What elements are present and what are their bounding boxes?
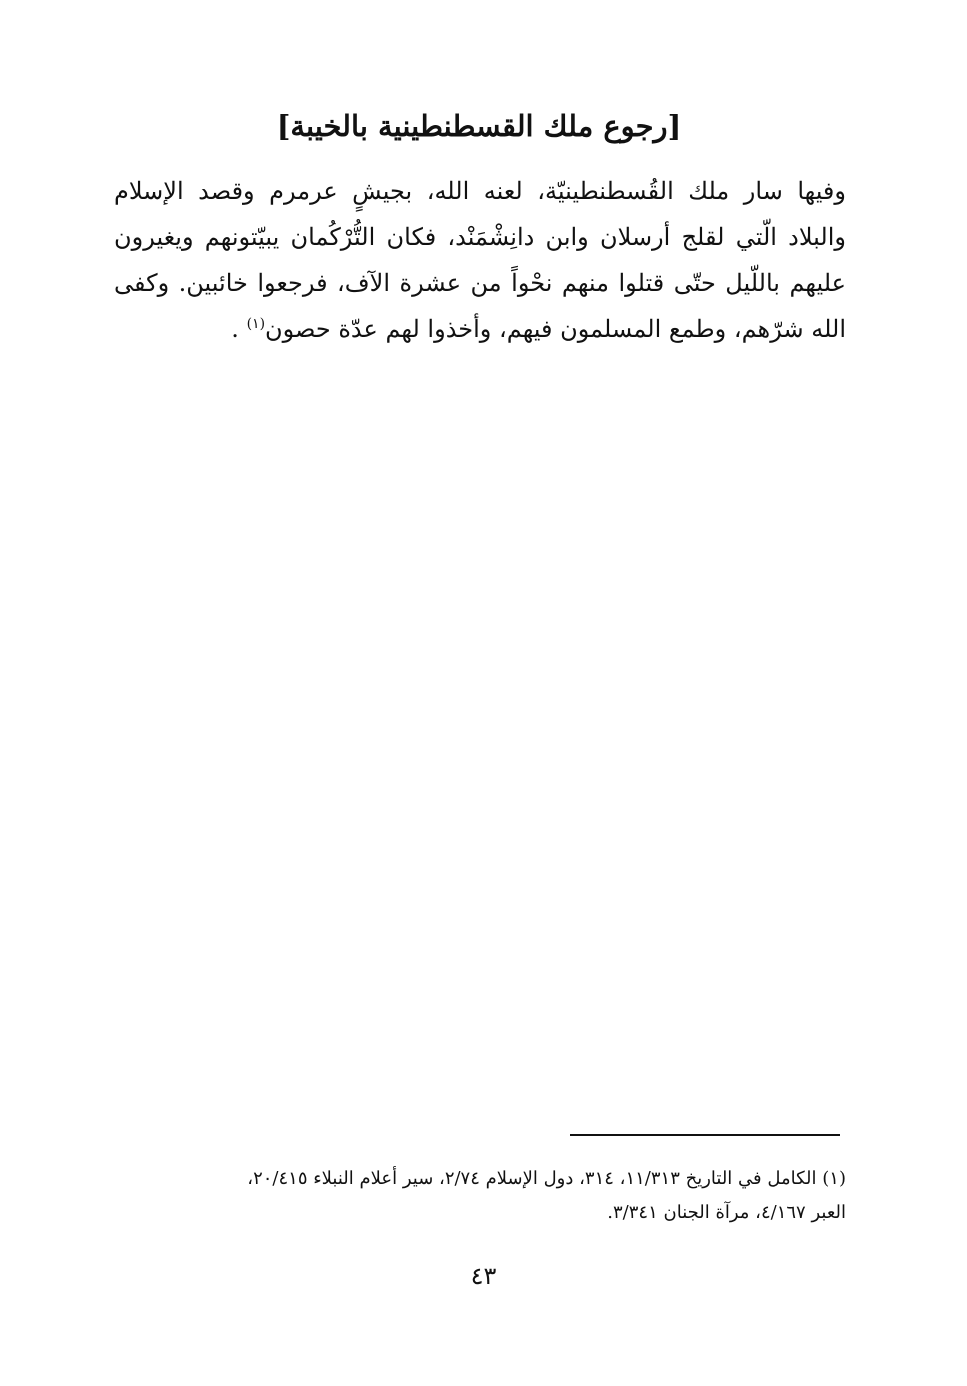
paragraph-line-last: [114, 306, 846, 352]
paragraph-line-text: الله شرّهم، وطمع المسلمون فيهم، وأخذوا لهم عدّة حصون: [265, 315, 846, 343]
footnote-separator: [570, 1134, 840, 1136]
page-number: ٤٣: [470, 1262, 497, 1290]
paragraph-line: عليهم باللّيل حتّى قتلوا منهم نحْواً من عشرة الآف، فرجعوا خائبين. وكفى: [114, 269, 846, 297]
paragraph-line: وفيها سار ملك القُسطنطينيّة، لعنه الله، بجيشٍ عرمرم وقصد الإسلام: [114, 177, 846, 205]
footnote-line: العبر ٤/١٦٧، مرآة الجنان ٣/٣٤١.: [607, 1202, 846, 1223]
footnotes: [112, 1162, 846, 1230]
section-heading: [رجوع ملك القسطنطينية بالخيبة]: [276, 109, 682, 143]
main-paragraph: [114, 168, 846, 352]
footnote-line: (١) الكامل في التاريخ ١١/٣١٣، ٣١٤، دول الإسلام ٢/٧٤، سير أعلام النبلاء ٢٠/٤١٥،: [247, 1168, 846, 1189]
paragraph-end-punctuation: .: [231, 315, 239, 343]
paragraph-line: والبلاد الّتي لقلج أرسلان وابن دانِشْمَنْد، فكان التُّرْكُمان يبيّتونهم ويغيرون: [114, 223, 846, 251]
footnote-reference[interactable]: (١): [246, 316, 266, 332]
